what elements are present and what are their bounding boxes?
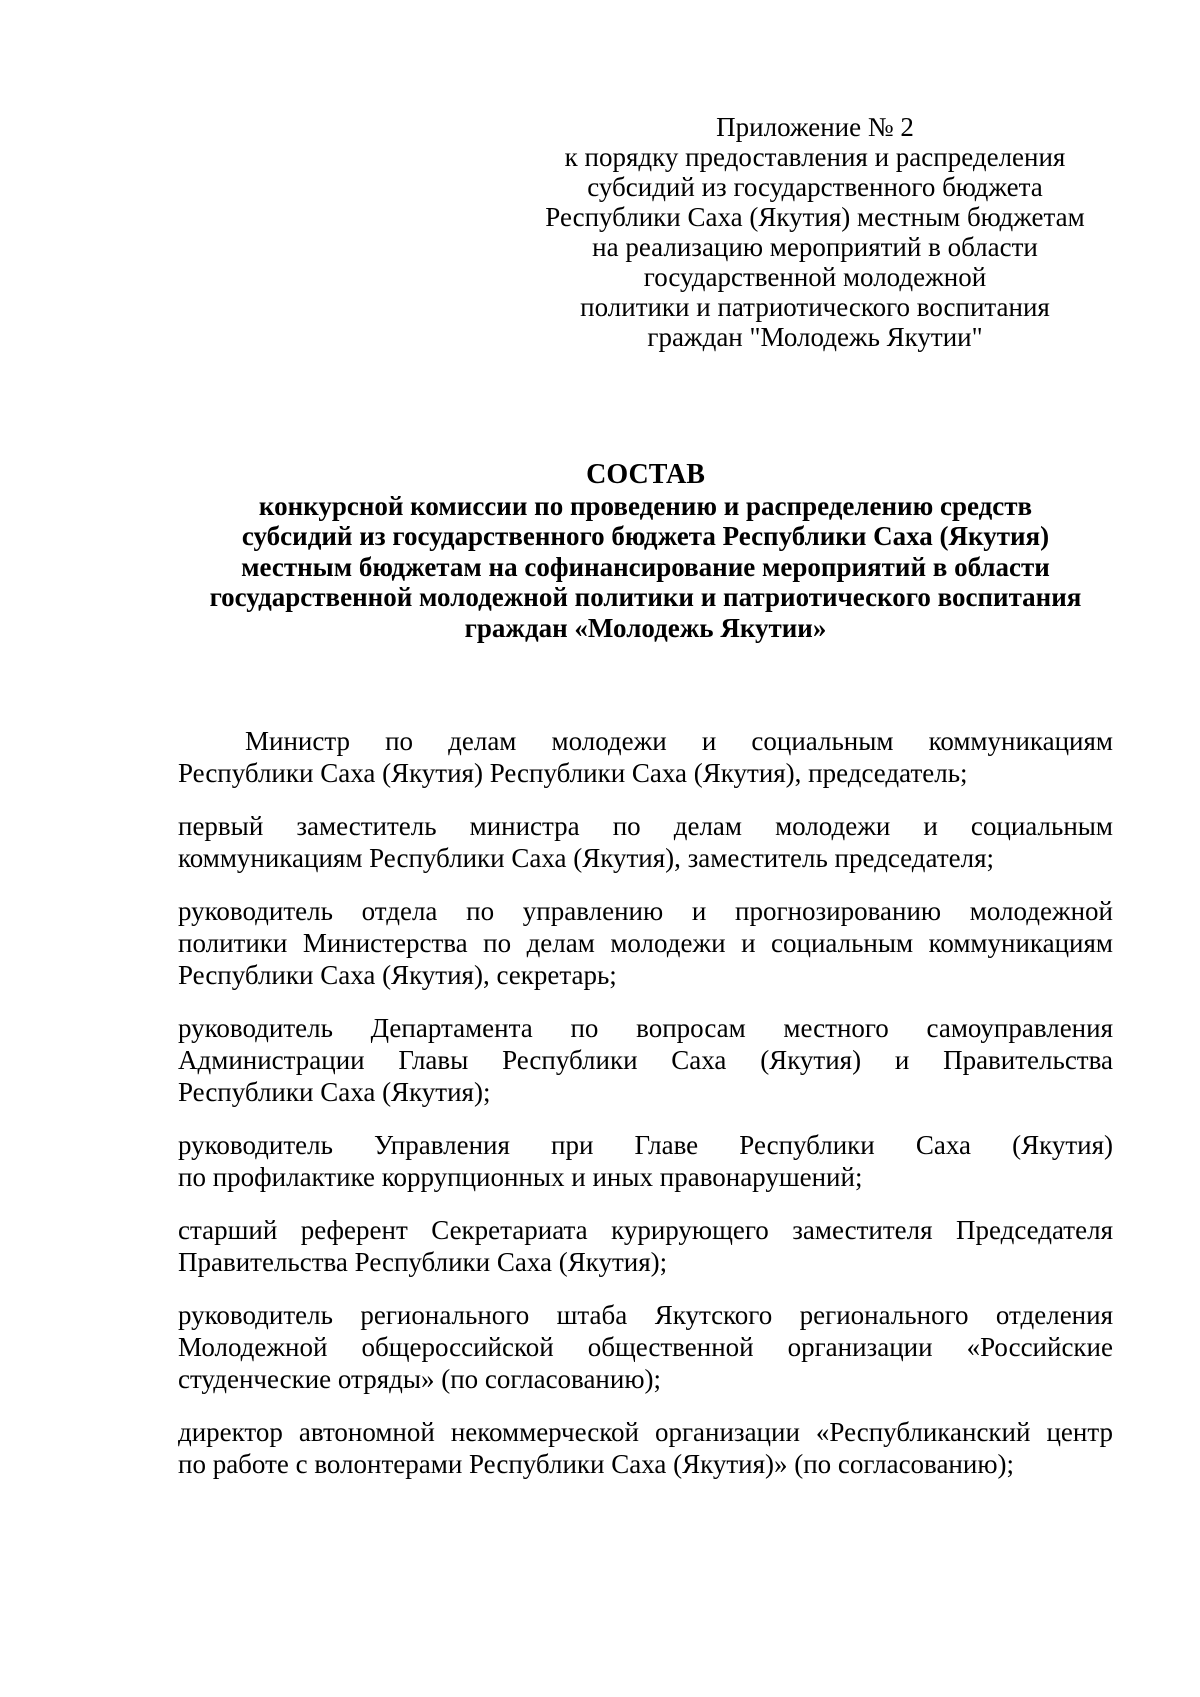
member-line: первый заместитель министра по делам молодежи и социальным	[178, 811, 1113, 841]
member-line: Республики Саха (Якутия);	[178, 1077, 491, 1107]
member-item-senior-referent	[178, 1214, 1113, 1278]
member-item-secretary	[178, 895, 1113, 991]
member-line: директор автономной некоммерческой организации «Республиканский центр	[178, 1417, 1113, 1447]
member-item-chairman	[178, 725, 1113, 789]
heading-line: конкурсной комиссии по проведению и распределению средств	[258, 490, 1033, 521]
appendix-line: Приложение № 2	[716, 112, 914, 142]
member-line: Министр по делам молодежи и социальным коммуникациям	[245, 726, 1113, 756]
member-line: Администрации Главы Республики Саха (Якутия) и Правительства	[178, 1045, 1113, 1075]
member-line: Республики Саха (Якутия), секретарь;	[178, 960, 617, 990]
member-line: Республики Саха (Якутия) Республики Саха (Якутия), председатель;	[178, 758, 968, 788]
member-line: студенческие отряды» (по согласованию);	[178, 1364, 661, 1394]
member-line: по работе с волонтерами Республики Саха (Якутия)» (по согласованию);	[178, 1449, 1014, 1479]
member-line: руководитель Управления при Главе Республики Саха (Якутия)	[178, 1130, 1113, 1160]
member-item-deputy-chairman	[178, 810, 1113, 874]
appendix-block	[530, 112, 1100, 352]
appendix-line: граждан "Молодежь Якутии"	[647, 322, 983, 352]
member-line: по профилактике коррупционных и иных правонарушений;	[178, 1162, 863, 1192]
member-item-anticorruption-dept	[178, 1129, 1113, 1193]
member-item-volunteer-center	[178, 1416, 1113, 1480]
document-title: СОСТАВ	[586, 459, 705, 490]
member-item-student-brigades	[178, 1299, 1113, 1395]
member-line: коммуникациям Республики Саха (Якутия), заместитель председателя;	[178, 843, 995, 873]
appendix-line: политики и патриотического воспитания	[580, 292, 1050, 322]
member-line: руководитель Департамента по вопросам местного самоуправления	[178, 1013, 1113, 1043]
heading-line: государственной молодежной политики и патриотического воспитания	[209, 582, 1082, 612]
appendix-line: на реализацию мероприятий в области	[592, 232, 1038, 262]
member-line: руководитель отдела по управлению и прогнозированию молодежной	[178, 896, 1113, 926]
member-line: Правительства Республики Саха (Якутия);	[178, 1247, 668, 1277]
member-line: руководитель регионального штаба Якутского регионального отделения	[178, 1300, 1113, 1330]
appendix-line: к порядку предоставления и распределения	[564, 142, 1066, 172]
appendix-line: Республики Саха (Якутия) местным бюджетам	[545, 202, 1085, 232]
commission-members-list	[178, 725, 1113, 1501]
member-line: Молодежной общероссийской общественной организации «Российские	[178, 1332, 1113, 1362]
heading-line: граждан «Молодежь Якутии»	[464, 612, 827, 643]
member-item-local-government-dept	[178, 1012, 1113, 1108]
member-line: политики Министерства по делам молодежи и социальным коммуникациям	[178, 928, 1113, 958]
member-line: старший референт Секретариата курирующего заместителя Председателя	[178, 1215, 1113, 1245]
heading-line: субсидий из государственного бюджета Республики Саха (Якутия)	[241, 521, 1050, 551]
appendix-line: государственной молодежной	[643, 262, 987, 292]
document-heading	[178, 460, 1113, 643]
heading-line: местным бюджетам на софинансирование мероприятий в области	[241, 551, 1050, 582]
appendix-line: субсидий из государственного бюджета	[587, 172, 1043, 202]
